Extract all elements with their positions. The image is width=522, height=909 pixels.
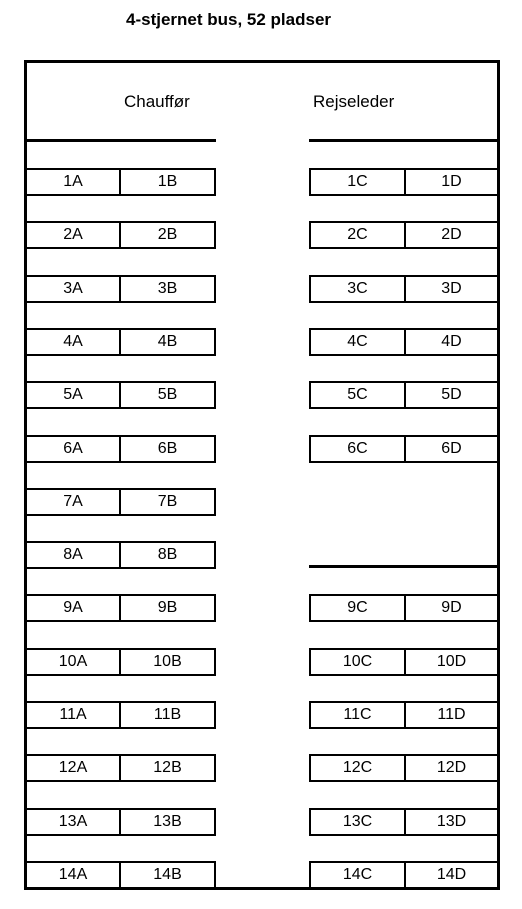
seat-3c: 3C xyxy=(309,275,406,303)
seat-10b: 10B xyxy=(119,648,216,676)
seat-11a: 11A xyxy=(27,701,121,729)
seat-14b: 14B xyxy=(119,861,216,889)
seat-13d: 13D xyxy=(404,808,497,836)
driver-label: Chauffør xyxy=(124,92,190,111)
seat-5a: 5A xyxy=(27,381,121,409)
seat-14c: 14C xyxy=(309,861,406,889)
seat-2c: 2C xyxy=(309,221,406,249)
guide-label: Rejseleder xyxy=(313,92,395,111)
seat-14a: 14A xyxy=(27,861,121,889)
seat-3d: 3D xyxy=(404,275,497,303)
seat-11d: 11D xyxy=(404,701,497,729)
seat-9b: 9B xyxy=(119,594,216,622)
seat-10d: 10D xyxy=(404,648,497,676)
seat-6a: 6A xyxy=(27,435,121,463)
seat-2b: 2B xyxy=(119,221,216,249)
seat-4a: 4A xyxy=(27,328,121,356)
seat-4d: 4D xyxy=(404,328,497,356)
seat-13a: 13A xyxy=(27,808,121,836)
seat-7a: 7A xyxy=(27,488,121,516)
guide-area-divider xyxy=(309,139,497,142)
page-title: 4-stjernet bus, 52 pladser xyxy=(126,10,332,29)
driver-area-divider xyxy=(27,139,216,142)
seat-8b: 8B xyxy=(119,541,216,569)
seat-10a: 10A xyxy=(27,648,121,676)
seat-9c: 9C xyxy=(309,594,406,622)
seat-12d: 12D xyxy=(404,754,497,782)
seat-12a: 12A xyxy=(27,754,121,782)
seat-4c: 4C xyxy=(309,328,406,356)
seat-13b: 13B xyxy=(119,808,216,836)
seat-1c: 1C xyxy=(309,168,406,196)
seat-1b: 1B xyxy=(119,168,216,196)
seat-2d: 2D xyxy=(404,221,497,249)
seat-11b: 11B xyxy=(119,701,216,729)
seat-6c: 6C xyxy=(309,435,406,463)
seat-11c: 11C xyxy=(309,701,406,729)
door-gap-divider xyxy=(309,565,497,568)
seat-5c: 5C xyxy=(309,381,406,409)
seat-3a: 3A xyxy=(27,275,121,303)
seat-9d: 9D xyxy=(404,594,497,622)
seat-8a: 8A xyxy=(27,541,121,569)
seat-4b: 4B xyxy=(119,328,216,356)
seat-2a: 2A xyxy=(27,221,121,249)
seat-10c: 10C xyxy=(309,648,406,676)
seat-12c: 12C xyxy=(309,754,406,782)
seat-3b: 3B xyxy=(119,275,216,303)
seat-12b: 12B xyxy=(119,754,216,782)
seat-14d: 14D xyxy=(404,861,497,889)
seat-9a: 9A xyxy=(27,594,121,622)
seat-6d: 6D xyxy=(404,435,497,463)
seat-5d: 5D xyxy=(404,381,497,409)
seat-1a: 1A xyxy=(27,168,121,196)
seat-13c: 13C xyxy=(309,808,406,836)
seat-5b: 5B xyxy=(119,381,216,409)
seat-6b: 6B xyxy=(119,435,216,463)
seat-7b: 7B xyxy=(119,488,216,516)
seat-1d: 1D xyxy=(404,168,497,196)
